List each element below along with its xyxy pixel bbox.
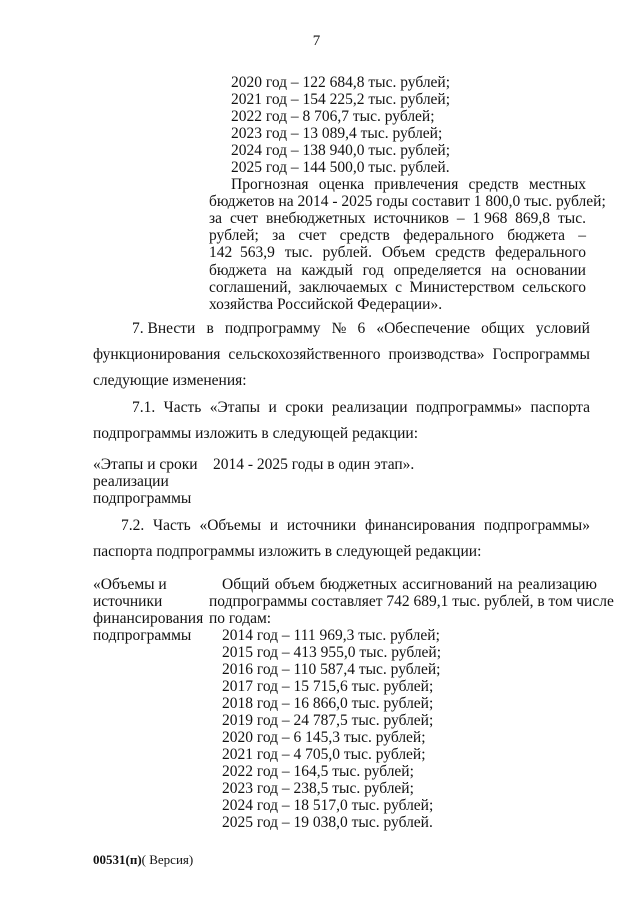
volumes-intro-line-word: Общий: [222, 576, 270, 593]
volumes-intro-line: подпрограммы составляет 742 689,1 тыс. рублей, в том числе: [209, 593, 614, 610]
volumes-intro-line-word: реализацию: [517, 576, 597, 593]
forecast-line: [209, 244, 586, 261]
forecast-line-word: счет: [298, 227, 327, 245]
top-year-line: 2022 год – 8 706,7 тыс. рублей;: [231, 108, 435, 125]
item7-line-word: 7. Внести: [132, 320, 196, 337]
forecast-line-word: –: [456, 210, 465, 228]
forecast-line-word: счет: [229, 210, 258, 228]
forecast-line-word: средств: [339, 227, 390, 245]
forecast-line-word: соглашений,: [209, 278, 292, 296]
forecast-line-word: федерального: [403, 227, 494, 245]
stages-label-line: реализации: [93, 473, 169, 490]
stages-label-line: «Этапы и сроки: [93, 456, 198, 473]
item7-line: [93, 346, 590, 363]
footer-code: 00531(п): [93, 852, 142, 867]
volumes-label-line: финансирования: [93, 610, 204, 627]
forecast-line-word: Министерством: [409, 278, 515, 296]
forecast-line-word: внебюджетных: [265, 210, 366, 228]
page-number: 7: [312, 33, 321, 49]
volumes-year-line: 2022 год – 164,5 тыс. рублей;: [222, 763, 414, 780]
volumes-year-line: 2017 год – 15 715,6 тыс. рублей;: [222, 678, 434, 695]
volumes-label-line: «Объемы и: [93, 576, 167, 593]
volumes-intro-line-word: объем: [274, 576, 315, 593]
volumes-year-line: 2024 год – 18 517,0 тыс. рублей;: [222, 797, 434, 814]
item72-line-word: финансирования: [364, 517, 476, 534]
forecast-line-word: средств: [435, 244, 486, 262]
item71-line-word: и: [268, 399, 277, 416]
item7-line-word: 6: [357, 320, 366, 337]
top-year-line: 2023 год – 13 089,4 тыс. рублей;: [231, 125, 443, 142]
forecast-line-word: сельского: [522, 278, 586, 296]
forecast-line: [209, 227, 586, 244]
forecast-line-word: 142 563,9: [209, 244, 275, 262]
forecast-line-word: Объем: [381, 244, 426, 262]
item7-line: [132, 320, 590, 337]
forecast-line-word: местных: [528, 176, 586, 193]
volumes-intro-line-word: на: [497, 576, 513, 593]
item71-line-word: сроки: [285, 399, 324, 416]
volumes-year-line: 2025 год – 19 038,0 тыс. рублей.: [222, 814, 433, 831]
item71-line-word: реализации: [331, 399, 408, 416]
item72-line-word: подпрограммы»: [483, 517, 590, 534]
item71-line: подпрограммы изложить в следующей редакции:: [93, 425, 419, 442]
forecast-line-word: с: [395, 278, 403, 296]
forecast-line-word: на: [276, 261, 292, 279]
top-year-line: 2021 год – 154 225,2 тыс. рублей;: [231, 91, 451, 108]
forecast-line-word: на: [491, 261, 507, 279]
volumes-label-line: источники: [93, 593, 163, 610]
volumes-year-line: 2019 год – 24 787,5 тыс. рублей;: [222, 712, 434, 729]
volumes-intro-line-word: бюджетных: [319, 576, 398, 593]
volumes-year-line: 2020 год – 6 145,3 тыс. рублей;: [222, 729, 426, 746]
volumes-year-line: 2014 год – 111 969,3 тыс. рублей;: [222, 627, 440, 644]
stages-value: 2014 - 2025 годы в один этап».: [213, 456, 415, 473]
item7-line-word: условий: [535, 320, 590, 337]
item72-line-word: 7.2.: [121, 517, 145, 534]
item7-line-word: в: [206, 320, 214, 337]
forecast-line-word: заключаемых: [298, 278, 388, 296]
volumes-year-line: 2021 год – 4 705,0 тыс. рублей;: [222, 746, 426, 763]
forecast-line: [209, 262, 586, 279]
forecast-line-word: 1 968 869,8: [472, 210, 551, 228]
item7-line-word: №: [331, 320, 347, 337]
volumes-year-line: 2016 год – 110 587,4 тыс. рублей;: [222, 661, 441, 678]
forecast-line-word: Прогнозная: [231, 176, 309, 193]
forecast-line-word: бюджета: [507, 227, 565, 245]
forecast-line: [209, 210, 586, 227]
top-year-line: 2020 год – 122 684,8 тыс. рублей;: [231, 74, 451, 91]
forecast-line-word: определяется: [393, 261, 482, 279]
forecast-line-word: рублей.: [322, 244, 372, 262]
forecast-line: [209, 279, 586, 296]
volumes-intro-line: по годам:: [209, 610, 272, 627]
forecast-line-word: за: [272, 227, 286, 245]
top-year-line: 2025 год – 144 500,0 тыс. рублей.: [231, 159, 450, 176]
footer-version: ( Версия): [141, 852, 194, 867]
item72-line-word: Часть: [153, 517, 191, 534]
forecast-line: [231, 176, 586, 193]
footer: [93, 852, 193, 868]
item72-line-word: «Объемы: [199, 517, 262, 534]
item7-line-word: Госпрограммы: [492, 346, 590, 363]
forecast-line-word: тыс.: [284, 244, 313, 262]
volumes-year-line: 2018 год – 16 866,0 тыс. рублей;: [222, 695, 434, 712]
forecast-line-word: каждый: [301, 261, 353, 279]
item71-line-word: подпрограммы»: [416, 399, 523, 416]
forecast-line-word: средств: [468, 176, 519, 193]
forecast-line-word: оценка: [318, 176, 365, 193]
item71-line-word: «Этапы: [209, 399, 261, 416]
item7-line: следующие изменения:: [93, 372, 247, 389]
forecast-line-word: основании: [516, 261, 586, 279]
forecast-line-word: –: [578, 227, 586, 245]
forecast-line-word: федерального: [495, 244, 586, 262]
volumes-intro-line-word: ассигнований: [402, 576, 493, 593]
top-year-line: 2024 год – 138 940,0 тыс. рублей;: [231, 142, 451, 159]
forecast-line-word: рублей;: [209, 227, 259, 245]
item72-line-word: источники: [286, 517, 357, 534]
volumes-intro-line: [222, 576, 597, 593]
item7-line-word: сельскохозяйственного: [228, 346, 381, 363]
volumes-label-line: подпрограммы: [93, 627, 192, 644]
item71-line-word: паспорта: [530, 399, 590, 416]
item7-line-word: функционирования: [93, 346, 221, 363]
forecast-line-word: бюджета: [209, 261, 267, 279]
item7-line-word: общих: [481, 320, 525, 337]
volumes-year-line: 2023 год – 238,5 тыс. рублей;: [222, 780, 414, 797]
forecast-line-word: привлечения: [374, 176, 459, 193]
forecast-line-word: источников: [373, 210, 449, 228]
item72-line: [121, 517, 590, 534]
forecast-line: бюджетов на 2014 - 2025 годы составит 1 800,0 тыс. рублей;: [209, 193, 606, 211]
forecast-line: хозяйства Российской Федерации».: [209, 295, 443, 313]
item72-line: паспорта подпрограммы изложить в следующей редакции:: [93, 543, 482, 560]
item7-line-word: производства»: [388, 346, 485, 363]
stages-label-line: подпрограммы: [93, 490, 192, 507]
item7-line-word: подпрограмму: [224, 320, 321, 337]
item71-line-word: 7.1.: [132, 399, 156, 416]
forecast-line-word: тыс.: [558, 210, 586, 228]
volumes-year-line: 2015 год – 413 955,0 тыс. рублей;: [222, 644, 442, 661]
item72-line-word: и: [269, 517, 279, 534]
forecast-line-word: за: [209, 210, 223, 228]
item71-line-word: Часть: [163, 399, 202, 416]
item7-line-word: «Обеспечение: [376, 320, 471, 337]
item71-line: [132, 399, 590, 416]
forecast-line-word: год: [362, 261, 384, 279]
